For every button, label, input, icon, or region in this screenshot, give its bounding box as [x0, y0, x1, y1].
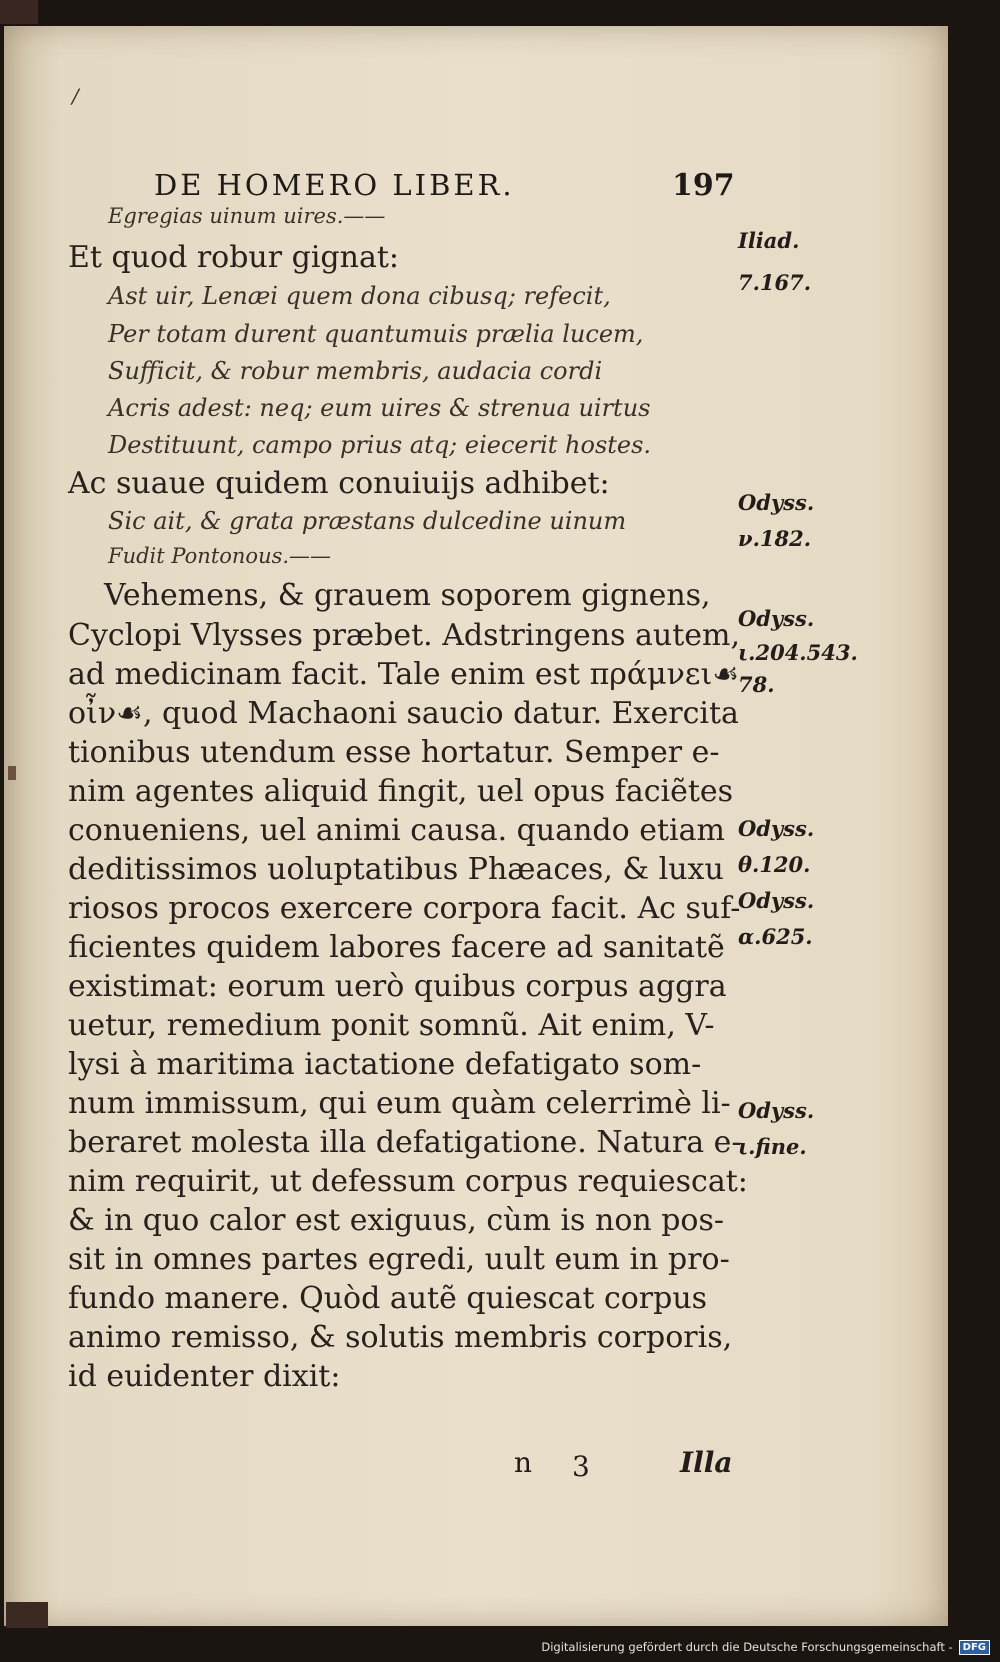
scan-corner-bottom-left — [6, 1602, 48, 1628]
margin-note: Iliad. — [738, 228, 800, 253]
text-line: Sic ait, & grata præstans dulcedine uinum — [108, 507, 627, 535]
margin-note: ι.fine. — [738, 1134, 807, 1159]
text-line: Per totam durent quantumuis prælia lucem, — [108, 320, 644, 348]
text-line: Destituunt, campo prius atq; eiecerit hostes. — [108, 431, 652, 459]
text-line: & in quo calor est exiguus, cùm is non pos- — [68, 1203, 725, 1238]
text-line: Et quod robur gignat: — [68, 240, 399, 275]
text-line: beraret molesta illa defatigatione. Natura e- — [68, 1125, 742, 1160]
book-page — [4, 26, 948, 1626]
text-line: sit in omnes partes egredi, uult eum in pro- — [68, 1242, 730, 1277]
text-line: existimat: eorum uerò quibus corpus aggra — [68, 969, 727, 1004]
margin-note: 78. — [738, 672, 775, 697]
margin-note: 7.167. — [738, 270, 812, 295]
text-line: ficientes quidem labores facere ad sanitatẽ — [68, 930, 725, 965]
page-edge-mark — [8, 766, 16, 780]
text-line: uetur, remedium ponit somnũ. Ait enim, V- — [68, 1008, 715, 1043]
margin-note: Odyss. — [738, 816, 815, 841]
text-line: Cyclopi Vlysses præbet. Adstringens autem, — [68, 618, 740, 653]
page-header — [154, 168, 754, 208]
text-line: nim agentes aliquid fingit, uel opus faciẽtes — [68, 774, 734, 809]
margin-note: Odyss. — [738, 888, 815, 913]
text-line: fundo manere. Quòd autẽ quiescat corpus — [68, 1281, 708, 1316]
margin-note: θ.120. — [738, 852, 811, 877]
text-line: lysi à maritima iactatione defatigato som- — [68, 1047, 702, 1082]
text-line: riosos procos exercere corpora facit. Ac suf- — [68, 891, 741, 926]
text-line: Acris adest: neq; eum uires & strenua uirtus — [108, 394, 651, 422]
text-line: deditissimos uoluptatibus Phæaces, & luxu — [68, 852, 724, 887]
text-line: Fudit Pontonous.—— — [108, 544, 332, 568]
text-line: num immissum, qui eum quàm celerrimè li- — [68, 1086, 731, 1121]
scan-corner-top-left — [0, 0, 38, 24]
signature-letter: n — [514, 1446, 533, 1479]
text-line: animo remisso, & solutis membris corporis, — [68, 1320, 733, 1355]
text-line: Ast uir, Lenæi quem dona cibusq; refecit, — [108, 282, 611, 310]
digitization-credit — [541, 1638, 990, 1656]
catchword: Illa — [680, 1446, 733, 1479]
margin-note: Odyss. — [738, 606, 815, 631]
margin-note: ι.204.543. — [738, 640, 858, 665]
text-line: Ac suaue quidem conuiuijs adhibet: — [68, 466, 610, 501]
text-line: Sufficit, & robur membris, audacia cordi — [108, 357, 603, 385]
pencil-tick-mark: / — [72, 84, 79, 108]
margin-note: α.625. — [738, 924, 813, 949]
credit-text: Digitalisierung gefördert durch die Deutsche Forschungsgemeinschaft - — [541, 1640, 953, 1654]
margin-note: ν.182. — [738, 526, 812, 551]
text-line: Vehemens, & grauem soporem gignens, — [104, 578, 711, 613]
text-line: ad medicinam facit. Tale enim est πράμνει☙ — [68, 657, 740, 692]
running-head: DE HOMERO LIBER. — [154, 168, 515, 202]
text-line: conueniens, uel animi causa. quando etiam — [68, 813, 725, 848]
margin-note: Odyss. — [738, 490, 815, 515]
page-number: 197 — [672, 168, 735, 203]
signature-number: 3 — [572, 1450, 590, 1483]
text-line: tionibus utendum esse hortatur. Semper e- — [68, 735, 720, 770]
text-line: οἶν☙, quod Machaoni saucio datur. Exercita — [68, 696, 739, 731]
dfg-logo: DFG — [959, 1640, 990, 1655]
text-line: id euidenter dixit: — [68, 1359, 341, 1394]
margin-note: Odyss. — [738, 1098, 815, 1123]
text-line: nim requirit, ut defessum corpus requiescat: — [68, 1164, 748, 1199]
text-line: Egregias uinum uires.—— — [108, 204, 386, 228]
